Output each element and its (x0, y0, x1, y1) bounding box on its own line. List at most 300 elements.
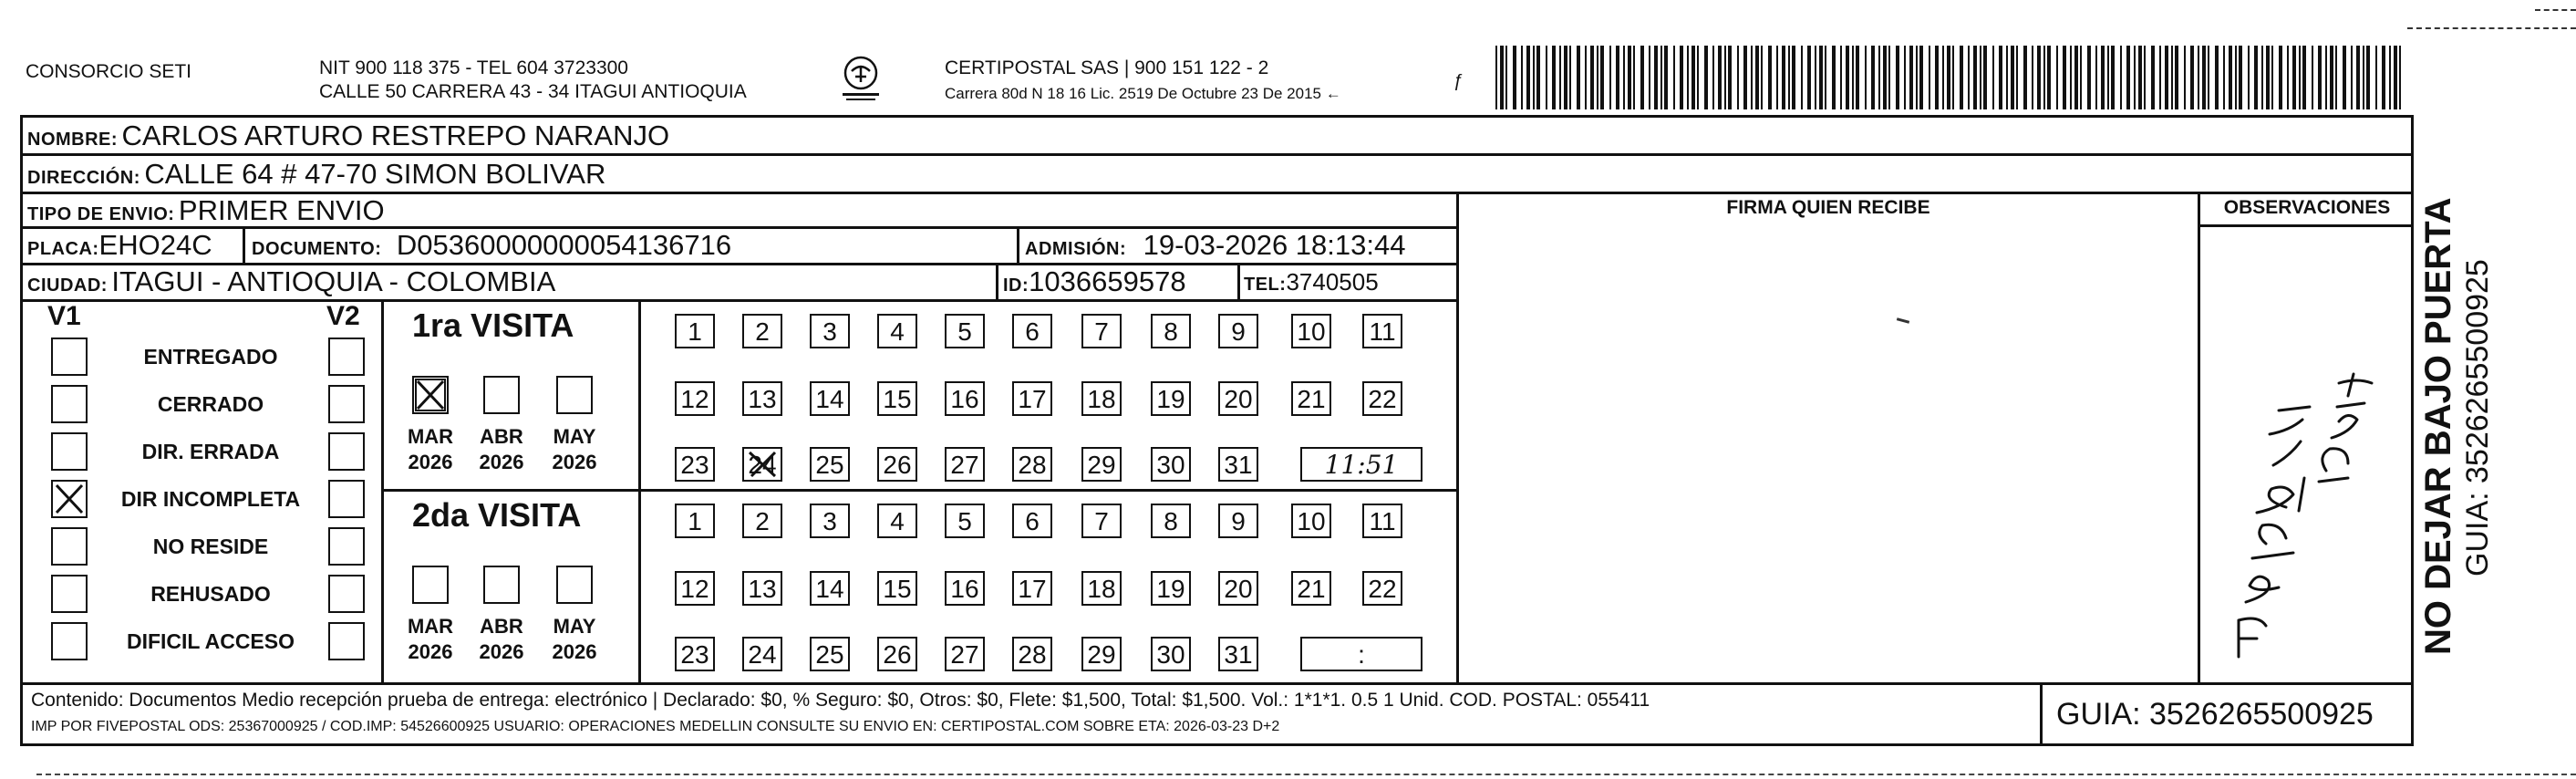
barcode-bar (1832, 46, 1836, 109)
month-year: 2026 (552, 451, 597, 473)
day-number: 9 (1231, 317, 1246, 346)
barcode-bar (2047, 46, 2051, 109)
day-box[interactable] (1362, 504, 1402, 538)
day-number: 26 (883, 451, 912, 479)
day-cross-mark (744, 449, 781, 488)
v1-checkbox[interactable] (51, 432, 88, 471)
barcode-bar (2165, 46, 2168, 109)
visits-divider (381, 489, 1456, 492)
nombre-value: CARLOS ARTURO RESTREPO NARANJO (121, 119, 670, 151)
day-box[interactable] (1081, 381, 1122, 416)
day-number: 9 (1231, 507, 1246, 535)
barcode-bar (2235, 46, 2237, 109)
day-number: 10 (1297, 317, 1326, 346)
barcode-bar (2095, 46, 2097, 109)
day-box[interactable] (675, 314, 715, 348)
day-box[interactable] (810, 571, 850, 606)
cell-divider (996, 263, 998, 299)
admision-cell (1025, 230, 1405, 266)
barcode-bar (1935, 46, 1939, 109)
day-box[interactable] (742, 314, 782, 348)
day-number: 2 (755, 507, 770, 535)
barcode-bar (2120, 46, 2122, 109)
day-number: 23 (680, 451, 709, 479)
day-box[interactable] (945, 504, 985, 538)
barcode-bar (1724, 46, 1726, 109)
barcode-bar (1878, 46, 1880, 109)
column-divider (2198, 192, 2200, 682)
barcode (1495, 46, 2407, 109)
month-checkbox[interactable] (483, 376, 520, 414)
barcode-bar (2144, 46, 2146, 109)
day-number: 31 (1224, 640, 1253, 669)
visit-time[interactable]: : (1300, 637, 1422, 671)
day-box[interactable] (945, 571, 985, 606)
barcode-bar (1776, 46, 1778, 109)
barcode-bar (2366, 46, 2370, 109)
v2-checkbox[interactable] (328, 480, 365, 518)
v2-checkbox[interactable] (328, 622, 365, 660)
tipo-envio-value: PRIMER ENVIO (178, 194, 385, 226)
barcode-bar (2223, 46, 2225, 109)
day-box[interactable] (1012, 381, 1052, 416)
tipo-envio-label: TIPO DE ENVIO: (27, 204, 175, 224)
barcode-bar (1718, 46, 1722, 109)
barcode-bar (2175, 46, 2178, 109)
v1-checkbox[interactable] (51, 527, 88, 566)
admision-value: 19-03-2026 18:13:44 (1143, 229, 1406, 261)
day-box[interactable] (945, 637, 985, 671)
barcode-bar (2394, 46, 2397, 109)
day-box[interactable] (1218, 637, 1258, 671)
month-name: ABR (480, 615, 523, 638)
day-number: 14 (815, 385, 844, 413)
day-box[interactable] (877, 571, 917, 606)
day-box[interactable] (1362, 381, 1402, 416)
barcode-bar (2239, 46, 2242, 109)
day-box[interactable] (742, 504, 782, 538)
ciudad-value: ITAGUI - ANTIOQUIA - COLOMBIA (111, 265, 556, 297)
day-number: 31 (1224, 451, 1253, 479)
barcode-bar (1743, 46, 1747, 109)
day-box[interactable] (675, 447, 715, 482)
barcode-bar (1552, 46, 1556, 109)
day-number: 3 (822, 507, 837, 535)
day-number: 12 (680, 385, 709, 413)
day-number: 30 (1156, 640, 1185, 669)
day-box[interactable] (810, 504, 850, 538)
day-box[interactable] (1218, 381, 1258, 416)
barcode-bar (1983, 46, 1987, 109)
day-number: 2 (755, 317, 770, 346)
day-box[interactable] (810, 637, 850, 671)
day-number: 21 (1297, 575, 1326, 603)
month-checkbox[interactable] (412, 566, 449, 604)
barcode-bar (2080, 46, 2082, 109)
placa-label: PLACA: (27, 239, 99, 259)
day-number: 19 (1156, 575, 1185, 603)
day-box[interactable] (742, 381, 782, 416)
barcode-bar (1680, 46, 1683, 109)
barcode-bar (2382, 46, 2385, 109)
barcode-bar (1942, 46, 1944, 109)
day-number: 14 (815, 575, 844, 603)
barcode-bar (1697, 46, 1699, 109)
barcode-bar (1947, 46, 1950, 109)
day-number: 6 (1025, 507, 1040, 535)
row-divider (2198, 224, 2414, 227)
day-number: 4 (890, 507, 905, 535)
barcode-bar (1929, 46, 1930, 109)
barcode-bar (1999, 46, 2002, 109)
observaciones-header: OBSERVACIONES (2223, 197, 2391, 218)
barcode-bar (2074, 46, 2078, 109)
barcode-bar (2063, 46, 2066, 109)
barcode-bar (2011, 46, 2014, 109)
barcode-bar (2171, 46, 2173, 109)
ciudad-cell (27, 266, 555, 303)
day-number: 23 (680, 640, 709, 669)
barcode-bar (2351, 46, 2353, 109)
documento-cell (252, 230, 731, 266)
barcode-bar (1888, 46, 1890, 109)
day-box[interactable] (1151, 447, 1191, 482)
day-number: 24 (748, 451, 777, 479)
direccion-label: DIRECCIÓN: (27, 168, 140, 188)
barcode-bar (2330, 46, 2333, 109)
day-box[interactable] (1291, 381, 1331, 416)
day-box[interactable] (810, 447, 850, 482)
certipostal-line: CERTIPOSTAL SAS | 900 151 122 - 2 (945, 57, 1269, 78)
day-box[interactable] (1291, 314, 1331, 348)
month-checkbox[interactable] (556, 376, 593, 414)
barcode-bar (1533, 46, 1535, 109)
ornament-icon: ƒ (1454, 71, 1464, 91)
v1-checkbox[interactable] (51, 338, 88, 376)
day-box[interactable] (1151, 314, 1191, 348)
barcode-bar (1654, 46, 1658, 109)
day-box[interactable] (675, 571, 715, 606)
barcode-bar (1737, 46, 1739, 109)
barcode-bar (2389, 46, 2391, 109)
barcode-bar (1782, 46, 1785, 109)
cell-divider (1017, 226, 1019, 263)
barcode-bar (1973, 46, 1977, 109)
barcode-bar (1896, 46, 1899, 109)
address-line: CALLE 50 CARRERA 43 - 34 ITAGUI ANTIOQUIA (319, 81, 747, 102)
barcode-bar (1495, 46, 1497, 109)
barcode-bar (2043, 46, 2045, 109)
barcode-bar (2399, 46, 2401, 109)
handwritten-observation (2202, 319, 2414, 675)
barcode-bar (2343, 46, 2346, 109)
day-number: 20 (1224, 385, 1253, 413)
cut-line (36, 774, 2576, 775)
day-box[interactable] (742, 447, 782, 482)
barcode-bar (1640, 46, 1644, 109)
barcode-bar (2126, 46, 2130, 109)
barcode-bar (2184, 46, 2186, 109)
barcode-bar (1755, 46, 1759, 109)
barcode-bar (2335, 46, 2337, 109)
day-number: 28 (1018, 640, 1047, 669)
v1-header: V1 (47, 301, 81, 331)
barcode-bar (1559, 46, 1561, 109)
tel-cell (1244, 266, 1379, 302)
barcode-bar (2261, 46, 2263, 109)
day-box[interactable] (1081, 504, 1122, 538)
barcode-bar (1751, 46, 1753, 109)
status-label: DIFICIL ACCESO (126, 629, 295, 653)
day-number: 15 (883, 575, 912, 603)
visit-title: 2da VISITA (412, 496, 582, 534)
day-box[interactable] (742, 637, 782, 671)
day-number: 27 (950, 640, 979, 669)
barcode-bar (1792, 46, 1795, 109)
barcode-bar (1609, 46, 1611, 109)
barcode-bar (1564, 46, 1567, 109)
barcode-bar (1856, 46, 1859, 109)
placa-cell (27, 230, 212, 266)
day-number: 10 (1297, 507, 1326, 535)
day-number: 18 (1087, 385, 1116, 413)
barcode-bar (2107, 46, 2109, 109)
barcode-bar (1904, 46, 1906, 109)
v1-checkbox[interactable] (51, 480, 88, 518)
day-box[interactable] (1081, 571, 1122, 606)
day-number: 3 (822, 317, 837, 346)
barcode-bar (2299, 46, 2301, 109)
id-cell (1003, 266, 1186, 303)
nombre-label: NOMBRE: (27, 130, 119, 150)
barcode-bar (1585, 46, 1587, 109)
license-line: Carrera 80d N 18 16 Lic. 2519 De Octubre 23 De 2015 ← (945, 85, 1341, 102)
barcode-bar (2287, 46, 2289, 109)
barcode-bar (2266, 46, 2270, 109)
v2-checkbox[interactable] (328, 432, 365, 471)
footer-imp: IMP POR FIVEPOSTAL ODS: 25367000925 / COD.IMP: 54526600925 USUARIO: OPERACIONES MEDELLIN CONSULTE SU ENVIO EN: CERTIPOSTAL.COM SOBRE ETA: 2026-03-23 D+2 (31, 719, 1280, 734)
barcode-bar (1865, 46, 1867, 109)
cell-divider (2040, 682, 2043, 746)
day-number: 4 (890, 317, 905, 346)
visit-time[interactable]: 11:51 (1300, 447, 1422, 482)
footer-divider (20, 682, 2414, 685)
day-number: 16 (950, 385, 979, 413)
documento-label: DOCUMENTO: (252, 239, 382, 259)
tel-value: 3740505 (1286, 268, 1379, 296)
day-number: 11 (1369, 507, 1396, 535)
day-number: 11 (1369, 317, 1396, 346)
cell-divider (243, 226, 245, 263)
status-label: REHUSADO (150, 582, 271, 606)
day-box[interactable] (1218, 447, 1258, 482)
day-box[interactable] (1151, 504, 1191, 538)
barcode-bar (2229, 46, 2232, 109)
day-box[interactable] (1151, 637, 1191, 671)
month-checkbox[interactable] (556, 566, 593, 604)
day-box[interactable] (1012, 314, 1052, 348)
cut-line (2407, 27, 2576, 29)
day-box[interactable] (1218, 504, 1258, 538)
day-box[interactable] (1151, 381, 1191, 416)
v2-header: V2 (326, 301, 360, 331)
day-box[interactable] (1012, 571, 1052, 606)
day-box[interactable] (1362, 571, 1402, 606)
barcode-bar (1815, 46, 1816, 109)
barcode-bar (2375, 46, 2377, 109)
day-box[interactable] (877, 447, 917, 482)
barcode-bar (2151, 46, 2155, 109)
day-number: 20 (1224, 575, 1253, 603)
day-box[interactable] (1012, 637, 1052, 671)
barcode-bar (1919, 46, 1923, 109)
barcode-bar (1664, 46, 1668, 109)
barcode-bar (1526, 46, 1530, 109)
day-box[interactable] (877, 637, 917, 671)
month-name: MAR (407, 425, 454, 448)
v2-checkbox[interactable] (328, 385, 365, 423)
barcode-bar (2254, 46, 2258, 109)
barcode-bar (1597, 46, 1598, 109)
day-box[interactable] (675, 504, 715, 538)
barcode-bar (1500, 46, 1504, 109)
cell-divider (1237, 263, 1240, 299)
certipostal-logo-icon (837, 53, 885, 106)
barcode-bar (2087, 46, 2091, 109)
barcode-bar (1616, 46, 1619, 109)
month-checkbox[interactable] (483, 566, 520, 604)
v1-checkbox[interactable] (51, 575, 88, 613)
v2-checkbox[interactable] (328, 527, 365, 566)
day-number: 22 (1368, 575, 1397, 603)
barcode-bar (1687, 46, 1689, 109)
barcode-bar (1628, 46, 1631, 109)
v1-checkbox[interactable] (51, 385, 88, 423)
barcode-bar (1960, 46, 1963, 109)
barcode-bar (1788, 46, 1790, 109)
day-number: 29 (1087, 451, 1116, 479)
barcode-bar (2032, 46, 2033, 109)
day-number: 21 (1297, 385, 1326, 413)
barcode-bar (1712, 46, 1714, 109)
day-box[interactable] (877, 314, 917, 348)
barcode-bar (2070, 46, 2072, 109)
day-number: 30 (1156, 451, 1185, 479)
barcode-bar (2356, 46, 2360, 109)
day-box[interactable] (1218, 314, 1258, 348)
day-box[interactable] (1081, 637, 1122, 671)
footer-guia: GUIA: 3526265500925 (2056, 697, 2374, 732)
ciudad-label: CIUDAD: (27, 275, 108, 296)
day-number: 6 (1025, 317, 1040, 346)
day-number: 5 (957, 507, 972, 535)
day-number: 1 (688, 507, 702, 535)
status-label: DIR INCOMPLETA (120, 487, 301, 511)
barcode-bar (1728, 46, 1732, 109)
day-number: 25 (815, 451, 844, 479)
day-box[interactable] (1012, 504, 1052, 538)
day-box[interactable] (810, 381, 850, 416)
barcode-bar (1761, 46, 1763, 109)
barcode-bar (1819, 46, 1823, 109)
day-box[interactable] (675, 637, 715, 671)
day-box[interactable] (1291, 504, 1331, 538)
v2-checkbox[interactable] (328, 338, 365, 376)
v1-checkbox[interactable] (51, 622, 88, 660)
status-label: ENTREGADO (143, 345, 278, 369)
day-number: 8 (1164, 317, 1178, 346)
day-box[interactable] (945, 381, 985, 416)
barcode-bar (2016, 46, 2018, 109)
day-number: 5 (957, 317, 972, 346)
barcode-bar (1992, 46, 1994, 109)
barcode-bar (1649, 46, 1650, 109)
day-box[interactable] (1151, 571, 1191, 606)
month-year: 2026 (479, 640, 524, 663)
barcode-bar (1840, 46, 1842, 109)
day-number: 27 (950, 451, 979, 479)
day-box[interactable] (945, 314, 985, 348)
day-number: 16 (950, 575, 979, 603)
barcode-bar (2215, 46, 2219, 109)
barcode-bar (1968, 46, 1970, 109)
day-box[interactable] (742, 571, 782, 606)
day-box[interactable] (877, 504, 917, 538)
day-box[interactable] (810, 314, 850, 348)
barcode-bar (2312, 46, 2313, 109)
barcode-bar (2023, 46, 2027, 109)
day-box[interactable] (1012, 447, 1052, 482)
day-number: 7 (1094, 507, 1109, 535)
barcode-bar (1916, 46, 1918, 109)
barcode-bar (1673, 46, 1675, 109)
barcode-bar (2159, 46, 2161, 109)
barcode-bar (2198, 46, 2199, 109)
day-number: 19 (1156, 385, 1185, 413)
direccion-value: CALLE 64 # 47-70 SIMON BOLIVAR (144, 158, 606, 190)
cut-line (2535, 9, 2576, 11)
barcode-bar (1825, 46, 1826, 109)
day-number: 8 (1164, 507, 1178, 535)
barcode-bar (1768, 46, 1772, 109)
barcode-bar (1801, 46, 1803, 109)
day-box[interactable] (945, 447, 985, 482)
day-box[interactable] (1291, 571, 1331, 606)
day-box[interactable] (877, 381, 917, 416)
month-checkbox[interactable] (412, 376, 449, 414)
admision-label: ADMISIÓN: (1025, 239, 1127, 259)
day-box[interactable] (1081, 447, 1122, 482)
day-number: 25 (815, 640, 844, 669)
nit-line: NIT 900 118 375 - TEL 604 3723300 (319, 57, 628, 78)
barcode-bar (2248, 46, 2250, 109)
barcode-bar (1569, 46, 1571, 109)
barcode-bar (1577, 46, 1580, 109)
barcode-bar (1704, 46, 1708, 109)
day-box[interactable] (675, 381, 715, 416)
day-box[interactable] (1362, 314, 1402, 348)
nombre-row (27, 120, 669, 157)
day-box[interactable] (1218, 571, 1258, 606)
day-box[interactable] (1081, 314, 1122, 348)
day-number: 22 (1368, 385, 1397, 413)
barcode-bar (1807, 46, 1811, 109)
placa-value: EHO24C (98, 229, 212, 261)
v2-checkbox[interactable] (328, 575, 365, 613)
barcode-bar (2111, 46, 2115, 109)
day-number: 13 (748, 385, 777, 413)
day-number: 15 (883, 385, 912, 413)
